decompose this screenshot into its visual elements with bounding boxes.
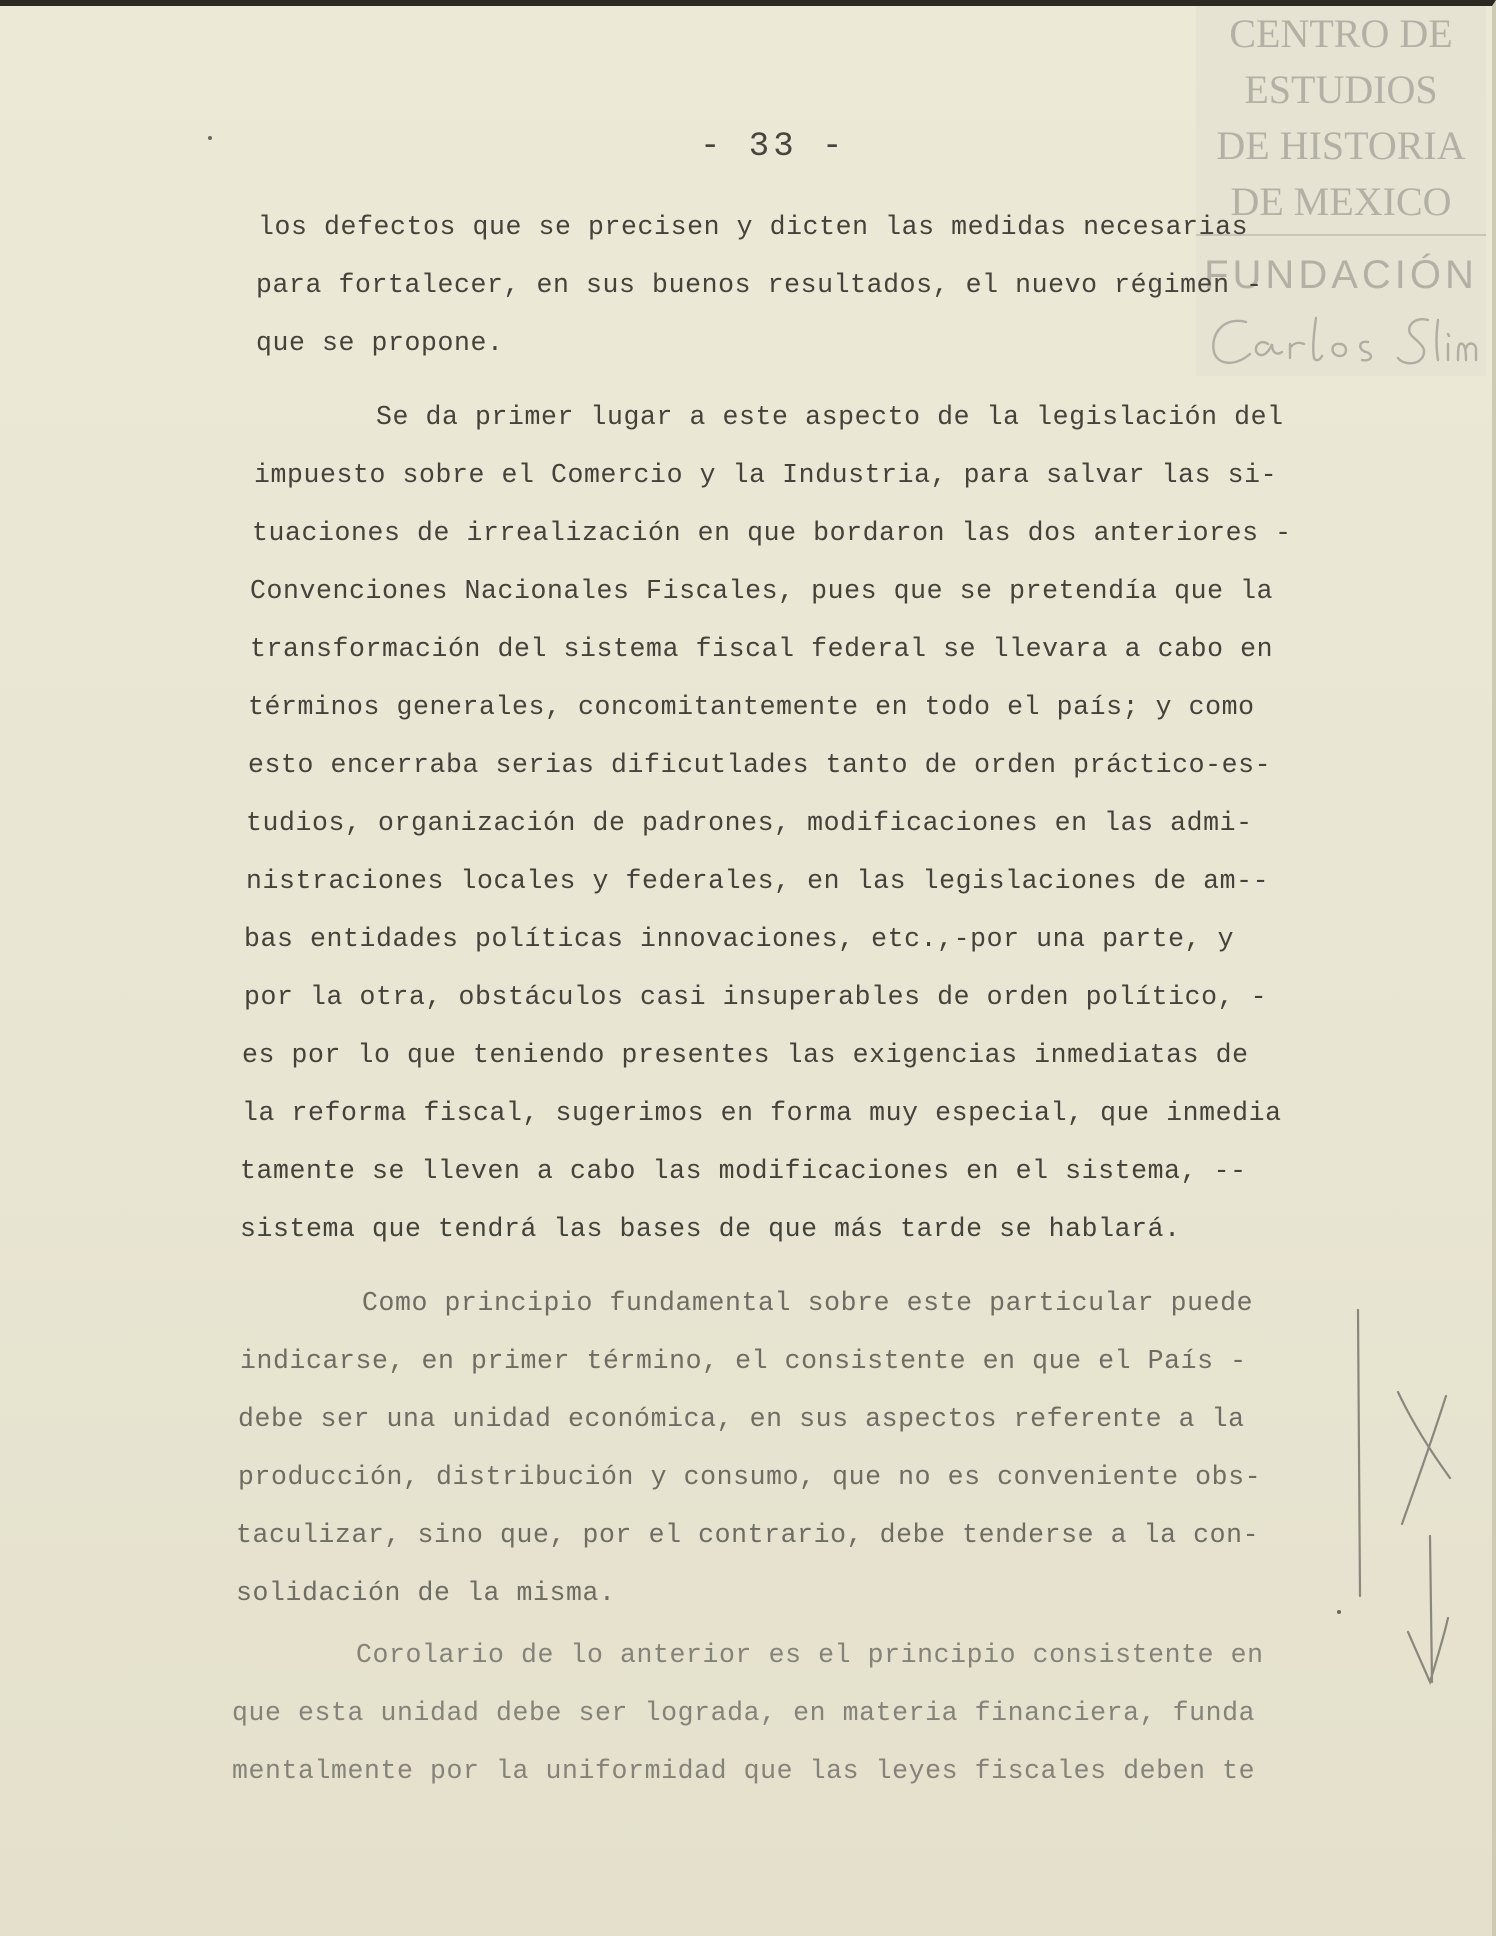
text-line: que se propone. bbox=[256, 328, 504, 358]
text-line: la reforma fiscal, sugerimos en forma muy especial, que inmedia bbox=[242, 1098, 1282, 1128]
archive-stamp bbox=[1196, 6, 1486, 376]
text-line: debe ser una unidad económica, en sus aspectos referente a la bbox=[238, 1404, 1245, 1434]
text-line: para fortalecer, en sus buenos resultados, el nuevo régimen - bbox=[256, 270, 1263, 300]
text-line: que esta unidad debe ser lograda, en materia financiera, funda bbox=[232, 1698, 1256, 1728]
text-line: por la otra, obstáculos casi insuperables de orden político, - bbox=[244, 982, 1268, 1012]
speck bbox=[208, 136, 212, 140]
text-line: Convenciones Nacionales Fiscales, pues que se pretendía que la bbox=[250, 576, 1274, 606]
stamp-line-4: DE MEXICO bbox=[1230, 179, 1452, 224]
text-line: nistraciones locales y federales, en las legislaciones de am-- bbox=[246, 866, 1270, 896]
text-line: Se da primer lugar a este aspecto de la legislación del bbox=[376, 402, 1284, 432]
text-line: Como principio fundamental sobre este particular puede bbox=[362, 1288, 1254, 1318]
text-line: bas entidades políticas innovaciones, etc.,-por una parte, y bbox=[244, 924, 1235, 954]
stamp-line-3: DE HISTORIA bbox=[1216, 123, 1466, 168]
text-line: impuesto sobre el Comercio y la Industria, para salvar las si- bbox=[254, 460, 1278, 490]
text-line: tudios, organización de padrones, modificaciones en las admi- bbox=[246, 808, 1253, 838]
text-line: es por lo que teniendo presentes las exigencias inmediatas de bbox=[242, 1040, 1249, 1070]
text-line: taculizar, sino que, por el contrario, debe tenderse a la con- bbox=[236, 1520, 1260, 1550]
margin-annotation bbox=[1330, 1296, 1470, 1716]
text-line: solidación de la misma. bbox=[236, 1578, 616, 1608]
stamp-line-1: CENTRO DE bbox=[1229, 11, 1453, 56]
text-line: los defectos que se precisen y dicten las medidas necesarias bbox=[258, 212, 1249, 242]
text-line: esto encerraba serias dificutlades tanto de orden práctico-es- bbox=[248, 750, 1272, 780]
text-line: términos generales, concomitantemente en todo el país; y como bbox=[248, 692, 1255, 722]
stamp-foundation: FUNDACIÓN bbox=[1204, 253, 1478, 297]
signature-logo bbox=[1202, 308, 1482, 374]
text-line: transformación del sistema fiscal federal se llevara a cabo en bbox=[250, 634, 1274, 664]
stamp-line-2: ESTUDIOS bbox=[1244, 67, 1438, 112]
text-line: tamente se lleven a cabo las modificaciones en el sistema, -- bbox=[240, 1156, 1247, 1186]
text-line: mentalmente por la uniformidad que las leyes fiscales deben te bbox=[232, 1756, 1256, 1786]
text-line: producción, distribución y consumo, que no es conveniente obs- bbox=[238, 1462, 1262, 1492]
text-line: indicarse, en primer término, el consistente en que el País - bbox=[240, 1346, 1247, 1376]
text-line: sistema que tendrá las bases de que más tarde se hablará. bbox=[240, 1214, 1181, 1244]
text-line: tuaciones de irrealización en que bordaron las dos anteriores - bbox=[252, 518, 1292, 548]
text-line: Corolario de lo anterior es el principio consistente en bbox=[356, 1640, 1264, 1670]
page-number: - 33 - bbox=[700, 128, 847, 166]
